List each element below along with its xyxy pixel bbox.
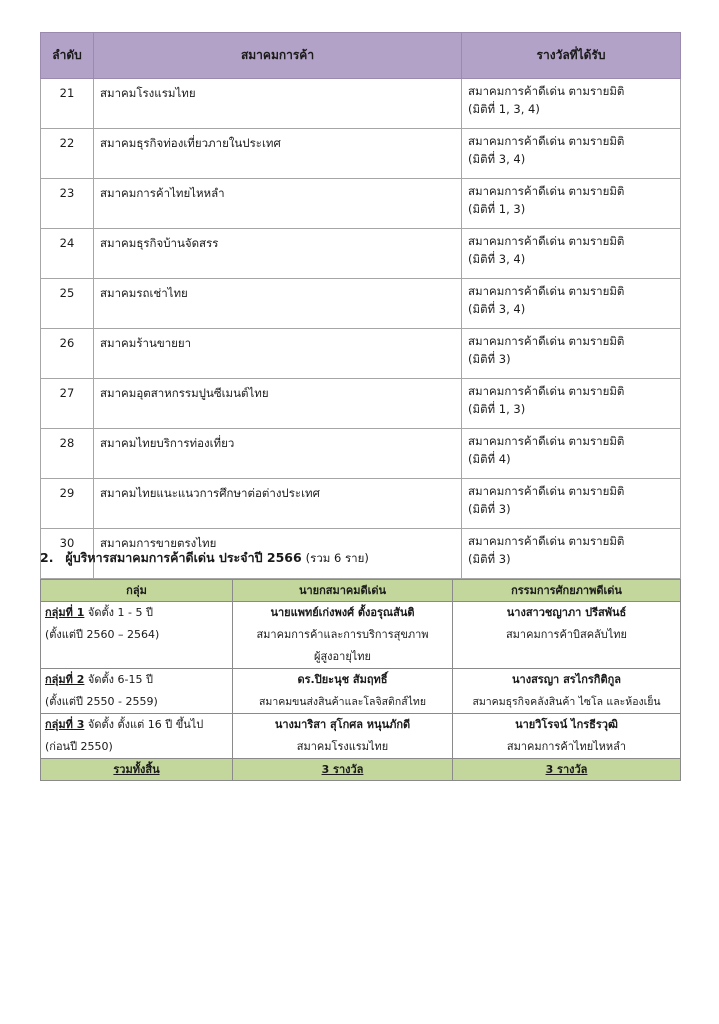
award-text: สมาคมการค้าดีเด่น ตามรายมิติ bbox=[468, 134, 625, 148]
president-name: นางมาริสา สุโกศล หนุนภักดี bbox=[274, 718, 411, 731]
group-sub: (ตั้งแต่ปี 2560 – 2564) bbox=[45, 628, 160, 641]
group-cell bbox=[41, 714, 233, 759]
associations-table bbox=[40, 32, 681, 579]
group-sub: (ก่อนปี 2550) bbox=[45, 740, 113, 753]
association-name: สมาคมอุตสาหกรรมปูนซีเมนต์ไทย bbox=[94, 379, 462, 429]
award-cell bbox=[462, 229, 681, 279]
association-name: สมาคมรถเช่าไทย bbox=[94, 279, 462, 329]
group-desc: จัดตั้ง 6-15 ปี bbox=[84, 673, 153, 686]
award-cell bbox=[462, 329, 681, 379]
association-name: สมาคมร้านขายยา bbox=[94, 329, 462, 379]
table-row bbox=[41, 429, 681, 479]
association-name: สมาคมไทยแนะแนวการศึกษาต่อต่างประเทศ bbox=[94, 479, 462, 529]
president-name: ดร.ปิยะนุช สัมฤทธิ์ bbox=[297, 673, 388, 686]
award-dimensions: (มิติที่ 3) bbox=[468, 352, 511, 366]
table-row bbox=[41, 279, 681, 329]
award-text: สมาคมการค้าดีเด่น ตามรายมิติ bbox=[468, 184, 625, 198]
award-dimensions: (มิติที่ 1, 3) bbox=[468, 202, 526, 216]
total-president: 3 รางวัล bbox=[233, 759, 453, 781]
table-header-row bbox=[41, 33, 681, 79]
group-cell bbox=[41, 669, 233, 714]
row-number: 29 bbox=[41, 479, 94, 529]
award-dimensions: (มิติที่ 1, 3) bbox=[468, 402, 526, 416]
award-dimensions: (มิติที่ 4) bbox=[468, 452, 511, 466]
award-text: สมาคมการค้าดีเด่น ตามรายมิติ bbox=[468, 384, 625, 398]
table-row bbox=[41, 669, 681, 714]
association-name: สมาคมโรงแรมไทย bbox=[94, 79, 462, 129]
row-number: 22 bbox=[41, 129, 94, 179]
association-name: สมาคมไทยบริการท่องเที่ยว bbox=[94, 429, 462, 479]
award-cell bbox=[462, 79, 681, 129]
group-sub: (ตั้งแต่ปี 2550 - 2559) bbox=[45, 695, 158, 708]
award-cell bbox=[462, 379, 681, 429]
director-name: นางสาวชญาภา ปรีสพันธ์ bbox=[506, 606, 627, 619]
award-dimensions: (มิติที่ 3, 4) bbox=[468, 302, 526, 316]
header-award: รางวัลที่ได้รับ bbox=[462, 33, 681, 79]
header-group: กลุ่ม bbox=[41, 580, 233, 602]
award-text: สมาคมการค้าดีเด่น ตามรายมิติ bbox=[468, 434, 625, 448]
award-dimensions: (มิติที่ 3) bbox=[468, 552, 511, 566]
association-name: สมาคมการค้าไทยไหหลำ bbox=[94, 179, 462, 229]
president-assoc: สมาคมขนส่งสินค้าและโลจิสติกส์ไทย bbox=[259, 696, 426, 708]
group-desc: จัดตั้ง ตั้งแต่ 16 ปี ขึ้นไป bbox=[84, 718, 204, 731]
president-assoc: สมาคมการค้าและการบริการสุขภาพ bbox=[256, 628, 429, 641]
president-assoc-line2: ผู้สูงอายุไทย bbox=[314, 650, 371, 663]
table-row bbox=[41, 602, 681, 669]
award-text: สมาคมการค้าดีเด่น ตามรายมิติ bbox=[468, 534, 625, 548]
table-row bbox=[41, 229, 681, 279]
table-row bbox=[41, 479, 681, 529]
director-cell bbox=[453, 669, 681, 714]
section-2-heading bbox=[40, 548, 369, 568]
section-number: 2. bbox=[40, 550, 54, 565]
award-text: สมาคมการค้าดีเด่น ตามรายมิติ bbox=[468, 484, 625, 498]
table-row bbox=[41, 179, 681, 229]
award-cell bbox=[462, 479, 681, 529]
association-name: สมาคมธุรกิจท่องเที่ยวภายในประเทศ bbox=[94, 129, 462, 179]
president-assoc: สมาคมโรงแรมไทย bbox=[296, 740, 389, 753]
table-header-row bbox=[41, 580, 681, 602]
group-cell bbox=[41, 602, 233, 669]
president-name: นายแพทย์เก่งพงศ์ ตั้งอรุณสันติ bbox=[270, 606, 415, 619]
president-cell bbox=[233, 602, 453, 669]
row-number: 30 bbox=[41, 529, 94, 579]
award-cell bbox=[462, 129, 681, 179]
section-title: ผู้บริหารสมาคมการค้าดีเด่น ประจำปี 2566 bbox=[65, 550, 302, 565]
section-count: (รวม 6 ราย) bbox=[305, 551, 369, 565]
award-text: สมาคมการค้าดีเด่น ตามรายมิติ bbox=[468, 284, 625, 298]
award-cell bbox=[462, 279, 681, 329]
group-label: กลุ่มที่ 1 bbox=[45, 606, 85, 619]
director-name: นางสรญา สรไกรกิติกูล bbox=[512, 673, 621, 686]
director-assoc: สมาคมการค้าบิสคลับไทย bbox=[505, 628, 628, 641]
award-dimensions: (มิติที่ 3, 4) bbox=[468, 252, 526, 266]
table-row bbox=[41, 714, 681, 759]
table-row bbox=[41, 379, 681, 429]
total-director: 3 รางวัล bbox=[453, 759, 681, 781]
header-no: ลำดับ bbox=[41, 33, 94, 79]
row-number: 28 bbox=[41, 429, 94, 479]
association-name: สมาคมการขายตรงไทย bbox=[94, 529, 462, 579]
group-label: กลุ่มที่ 3 bbox=[45, 718, 85, 731]
president-cell bbox=[233, 714, 453, 759]
group-desc: จัดตั้ง 1 - 5 ปี bbox=[84, 606, 153, 619]
header-director: กรรมการศักยภาพดีเด่น bbox=[453, 580, 681, 602]
header-president: นายกสมาคมดีเด่น bbox=[233, 580, 453, 602]
award-text: สมาคมการค้าดีเด่น ตามรายมิติ bbox=[468, 84, 625, 98]
award-cell bbox=[462, 529, 681, 579]
president-cell bbox=[233, 669, 453, 714]
director-assoc: สมาคมการค้าไทยไหหลำ bbox=[506, 740, 627, 753]
group-label: กลุ่มที่ 2 bbox=[45, 673, 85, 686]
director-cell bbox=[453, 602, 681, 669]
header-association: สมาคมการค้า bbox=[94, 33, 462, 79]
total-row bbox=[41, 759, 681, 781]
associations-table-body bbox=[41, 79, 681, 579]
award-text: สมาคมการค้าดีเด่น ตามรายมิติ bbox=[468, 234, 625, 248]
row-number: 23 bbox=[41, 179, 94, 229]
executives-table bbox=[40, 579, 681, 781]
award-text: สมาคมการค้าดีเด่น ตามรายมิติ bbox=[468, 334, 625, 348]
table-row bbox=[41, 329, 681, 379]
total-label: รวมทั้งสิ้น bbox=[41, 759, 233, 781]
row-number: 21 bbox=[41, 79, 94, 129]
association-name: สมาคมธุรกิจบ้านจัดสรร bbox=[94, 229, 462, 279]
award-dimensions: (มิติที่ 3, 4) bbox=[468, 152, 526, 166]
award-cell bbox=[462, 429, 681, 479]
award-dimensions: (มิติที่ 1, 3, 4) bbox=[468, 102, 540, 116]
director-cell bbox=[453, 714, 681, 759]
award-dimensions: (มิติที่ 3) bbox=[468, 502, 511, 516]
table-row bbox=[41, 129, 681, 179]
row-number: 24 bbox=[41, 229, 94, 279]
row-number: 26 bbox=[41, 329, 94, 379]
director-assoc: สมาคมธุรกิจคลังสินค้า ไซโล และห้องเย็น bbox=[472, 696, 661, 708]
row-number: 25 bbox=[41, 279, 94, 329]
director-name: นายวิโรจน์ ไกรธีรวุฒิ bbox=[515, 718, 618, 731]
award-cell bbox=[462, 179, 681, 229]
row-number: 27 bbox=[41, 379, 94, 429]
table-row bbox=[41, 79, 681, 129]
